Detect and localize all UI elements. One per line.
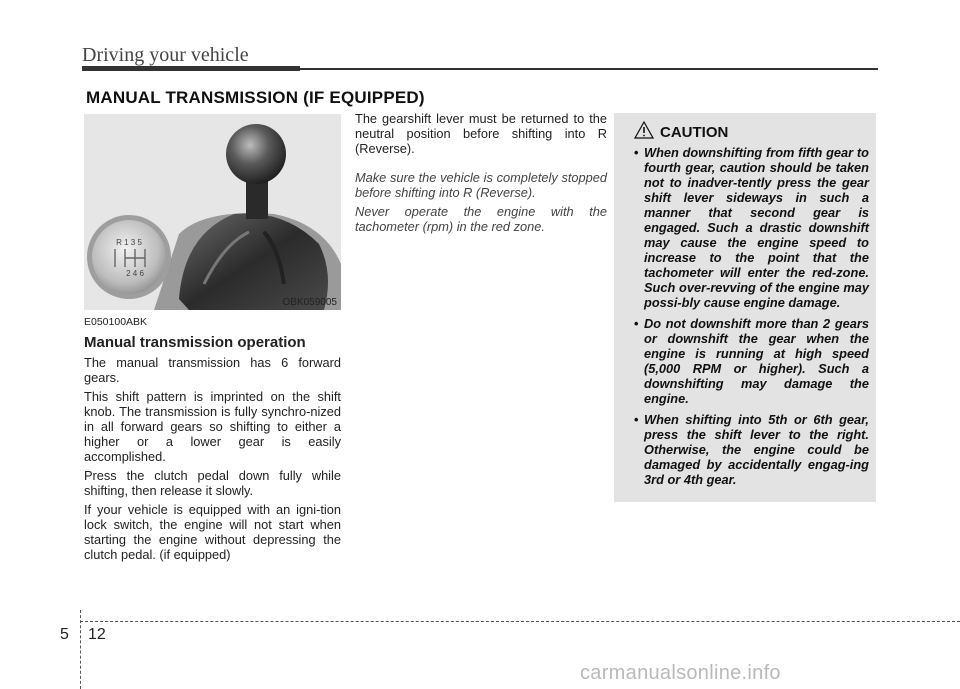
caution-item: • When shifting into 5th or 6th gear, press the shift lever to the right. Otherwise, the engine could be damaged by accidentally engag-ing 3rd or 4th gear. [624,412,869,487]
paragraph: Press the clutch pedal down fully while shifting, then release it slowly. [84,468,341,498]
figure-code: OBK059005 [282,297,337,308]
gear-shift-illustration [84,114,341,310]
warning-triangle-icon [634,121,654,144]
paragraph: This shift pattern is imprinted on the shift knob. The transmission is fully synchro-nized in all forward gears so shifting to either a higher or a lower gear is easily accomplished. [84,389,341,464]
footer-rule [80,621,960,622]
left-column [84,316,341,566]
footer-divider [80,610,82,689]
subheading: Manual transmission operation [84,334,306,351]
gear-shift-figure [84,114,341,310]
middle-column [355,111,607,238]
caution-title: CAUTION [660,124,729,141]
paragraph: If your vehicle is equipped with an igni-tion lock switch, the engine will not start when starting the engine without depressing the clutch pedal. (if equipped) [84,502,341,562]
italic-note: Never operate the engine with the tachometer (rpm) in the red zone. [355,204,607,234]
section-title: MANUAL TRANSMISSION (IF EQUIPPED) [86,88,425,107]
caution-box [614,113,876,502]
caution-item: • Do not downshift more than 2 gears or downshift the gear when the engine is running at high speed (5,000 RPM or higher). Such a downshifting may damage the engine. [624,316,869,406]
paragraph: The manual transmission has 6 forward gears. [84,355,341,385]
header-title: Driving your vehicle [82,44,249,66]
page-number: 12 [88,626,106,643]
paragraph: The gearshift lever must be returned to the neutral position before shifting into R (Reverse). [355,111,607,156]
caution-list [624,145,869,493]
caution-header [634,121,728,144]
header-rule-thick [82,66,300,71]
chapter-number: 5 [60,626,69,643]
header-rule-thin [300,68,878,70]
knob-label-bottom: 2 4 6 [126,269,144,278]
section-code: E050100ABK [84,316,148,328]
knob-label-top: R 1 3 5 [116,238,142,247]
italic-note: Make sure the vehicle is completely stopped before shifting into R (Reverse). [355,170,607,200]
watermark: carmanualsonline.info [580,662,781,684]
caution-item: • When downshifting from fifth gear to fourth gear, caution should be taken not to inadver-tently press the gear shift lever sideways in such a manner that second gear is engaged. Such a drastic downshift may cause the engine speed to increase to the point that the tachometer will enter the red-zone. Such over-revving of the engine may possi-bly cause engine damage. [624,145,869,310]
